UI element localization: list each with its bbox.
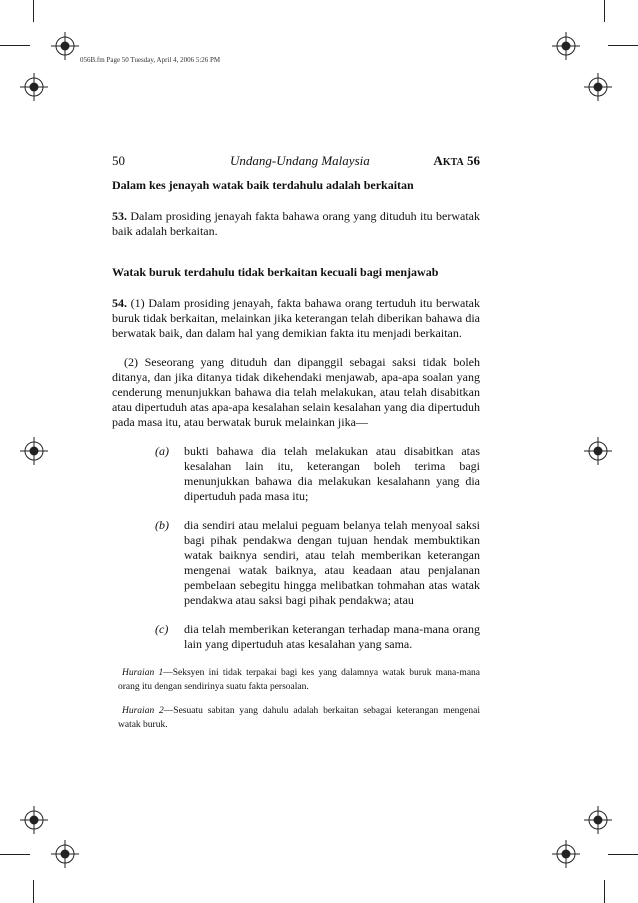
registration-mark-top-left-icon (51, 32, 79, 60)
item-text: dia sendiri atau melalui peguam belanya telah menyoal saksi bagi pihak pendakwa dengan tujuan hendak membuktikan watak baiknya sendiri, atau telah memberikan keterangan mengenai watak baiknya, atau keadaan atau penjalanan pembelaan sebegitu hingga melibatkan tohmahan atas watak pendakwa atau saksi bagi pihak pendakwa; atau (184, 518, 480, 607)
list-item (112, 622, 480, 652)
explanation-note: Huraian 1—Seksyen ini tidak terpakai bagi kes yang dalamnya watak buruk mana-mana orang itu dengan sendirinya suatu fakta persoalan. (118, 668, 480, 692)
section-54-subsection-2: (2) Seseorang yang dituduh dan dipanggil sebagai saksi tidak boleh ditanya, dan jika ditanya tidak dikehendaki menjawab, apa-apa soalan yang cenderung menunjukkan bahawa dia telah melakukan, atau telah disabitkan atau dipertuduh atas apa-apa kesalahan selain kesalahan yang dia dipertuduh pada masa itu, atau berwatak buruk melainkan jika— (112, 355, 480, 429)
running-title: Undang-Undang Malaysia (230, 153, 370, 168)
crop-mark (608, 45, 638, 46)
registration-mark-bottom-left-icon (51, 840, 79, 868)
crop-mark (0, 45, 30, 46)
registration-mark-mid-right-icon (584, 437, 612, 465)
registration-mark-top-right-icon (552, 32, 580, 60)
section-number: 53. (112, 209, 127, 223)
page-body (112, 153, 480, 742)
item-text: dia telah memberikan keterangan terhadap mana-mana orang lain yang dipertuduh atas kesalahan yang sama. (184, 622, 480, 651)
registration-mark-upper-right-icon (584, 73, 612, 101)
crop-mark (0, 854, 30, 855)
item-label: (a) (155, 444, 169, 458)
explanation-note: Huraian 2—Sesuatu sabitan yang dahulu adalah berkaitan sebagai keterangan mengenai watak buruk. (118, 706, 481, 730)
registration-mark-lower-left-icon (20, 806, 48, 834)
section-54-subsection-1: 54. (1) Dalam prosiding jenayah, fakta bahawa orang tertuduh itu berwatak buruk tidak berkaitan, melainkan jika keterangan telah diberikan bahawa dia berwatak baik, dan dalam hal yang demikian fakta itu menjadi berkaitan. (112, 296, 480, 340)
registration-mark-bottom-right-icon (552, 840, 580, 868)
crop-mark (33, 880, 34, 903)
crop-mark (33, 0, 34, 22)
item-text: bukti bahawa dia telah melakukan atau disabitkan atas kesalahan lain itu, keterangan boleh terima bagi menunjukkan bahawa dia melakukan kesalahann yang dia dipertuduh pada masa itu; (184, 444, 480, 503)
item-label: (c) (155, 622, 169, 636)
print-slug: 056B.fm Page 50 Tuesday, April 4, 2006 5:26 PM (80, 56, 221, 64)
page-number: 50 (112, 153, 125, 168)
registration-mark-mid-left-icon (20, 437, 48, 465)
registration-mark-upper-left-icon (20, 73, 48, 101)
section-53: 53. Dalam prosiding jenayah fakta bahawa orang yang dituduh itu berwatak baik adalah berkaitan. (112, 209, 480, 238)
list-item (112, 444, 480, 504)
crop-mark (604, 880, 605, 903)
crop-mark (608, 854, 638, 855)
act-number: AKTA 56 (433, 153, 480, 168)
list-item (112, 518, 480, 608)
section-53-heading: Dalam kes jenayah watak baik terdahulu adalah berkaitan (112, 178, 414, 192)
running-header (112, 153, 480, 171)
section-54-heading: Watak buruk terdahulu tidak berkaitan kecuali bagi menjawab (112, 265, 439, 279)
registration-mark-lower-right-icon (584, 806, 612, 834)
item-label: (b) (155, 518, 169, 532)
section-number: 54. (112, 296, 127, 310)
crop-mark (604, 0, 605, 22)
